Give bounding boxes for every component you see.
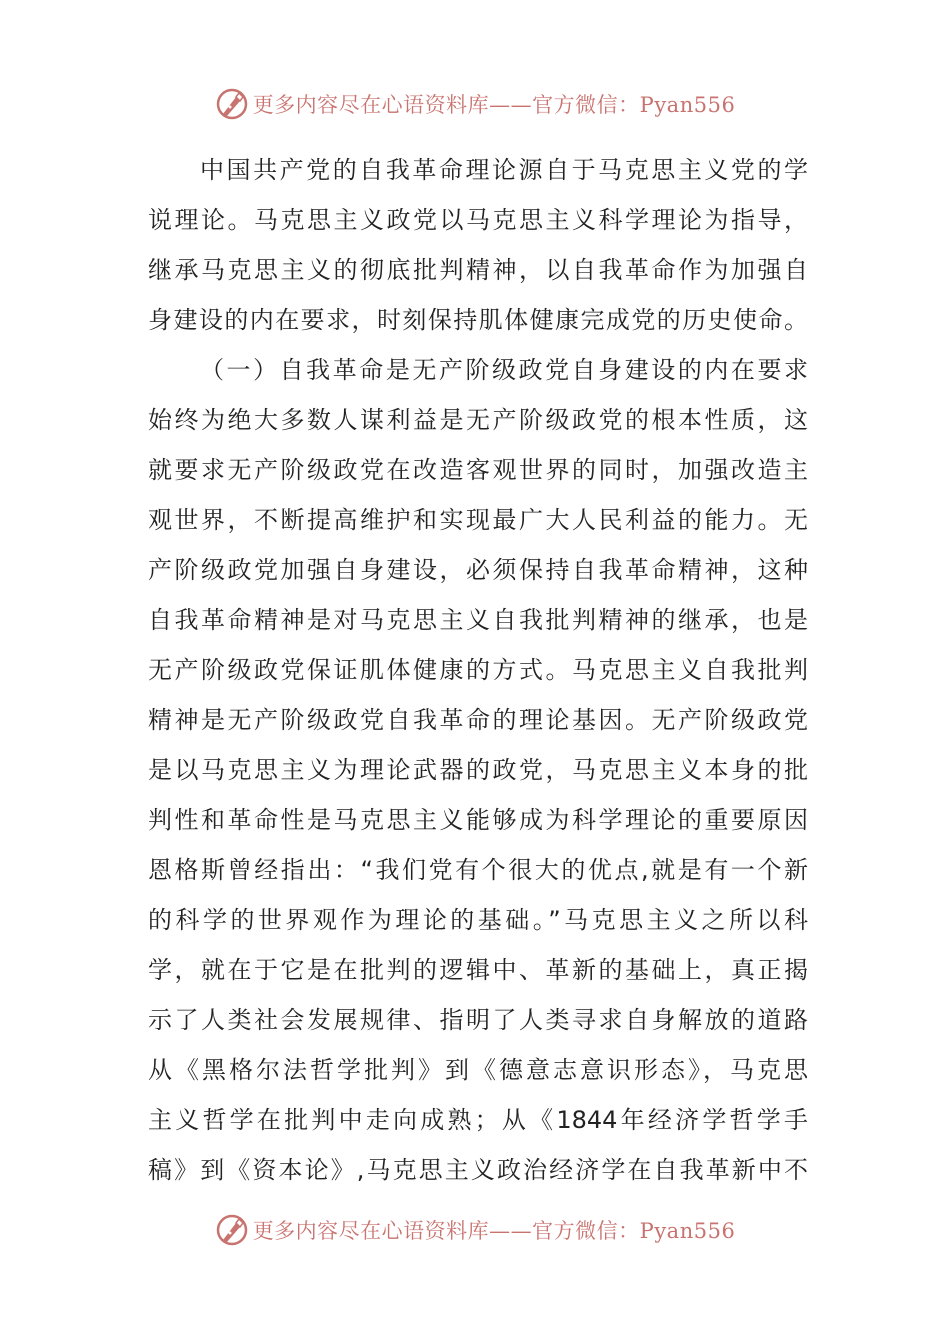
body-line: 恩格斯曾经指出：“我们党有个很大的优点,就是有一个新	[148, 856, 808, 884]
footer-banner	[0, 1210, 950, 1250]
body-line: 始终为绝大多数人谋利益是无产阶级政党的根本性质，这	[148, 406, 808, 434]
body-line: 观世界，不断提高维护和实现最广大人民利益的能力。无	[148, 506, 808, 534]
body-line: 中国共产党的自我革命理论源自于马克思主义党的学	[200, 156, 808, 184]
body-line: 就要求无产阶级政党在改造客观世界的同时，加强改造主	[148, 456, 808, 484]
body-line: 身建设的内在要求，时刻保持肌体健康完成党的历史使命。	[148, 306, 808, 334]
body-line: 产阶级政党加强自身建设，必须保持自我革命精神，这种	[148, 556, 808, 584]
body-line: 自我革命精神是对马克思主义自我批判精神的继承，也是	[148, 606, 808, 634]
body-line: 说理论。马克思主义政党以马克思主义科学理论为指导，	[148, 206, 808, 234]
header-banner-text: 更多内容尽在心语资料库——官方微信：Pyan556	[252, 93, 736, 117]
body-line: 精神是无产阶级政党自我革命的理论基因。无产阶级政党	[148, 706, 808, 734]
body-line: 的科学的世界观作为理论的基础。”马克思主义之所以科	[148, 906, 808, 934]
pen-nib-logo-icon	[215, 1213, 249, 1247]
header-banner	[0, 84, 950, 124]
document-body	[148, 145, 808, 1195]
body-line: 学，就在于它是在批判的逻辑中、革新的基础上，真正揭	[148, 956, 808, 984]
body-line: 稿》到《资本论》,马克思主义政治经济学在自我革新中不	[148, 1156, 808, 1184]
footer-banner-text: 更多内容尽在心语资料库——官方微信：Pyan556	[252, 1219, 736, 1243]
section-heading: （一）自我革命是无产阶级政党自身建设的内在要求	[200, 356, 808, 384]
body-line: 示了人类社会发展规律、指明了人类寻求自身解放的道路	[148, 1006, 808, 1034]
pen-nib-logo-icon	[215, 87, 249, 121]
body-line: 从《黑格尔法哲学批判》到《德意志意识形态》，马克思	[148, 1056, 808, 1084]
body-line: 继承马克思主义的彻底批判精神，以自我革命作为加强自	[148, 256, 808, 284]
body-line: 判性和革命性是马克思主义能够成为科学理论的重要原因	[148, 806, 808, 834]
body-line: 无产阶级政党保证肌体健康的方式。马克思主义自我批判	[148, 656, 808, 684]
body-line: 是以马克思主义为理论武器的政党，马克思主义本身的批	[148, 756, 808, 784]
body-line: 主义哲学在批判中走向成熟；从《1844年经济学哲学手	[148, 1106, 808, 1134]
